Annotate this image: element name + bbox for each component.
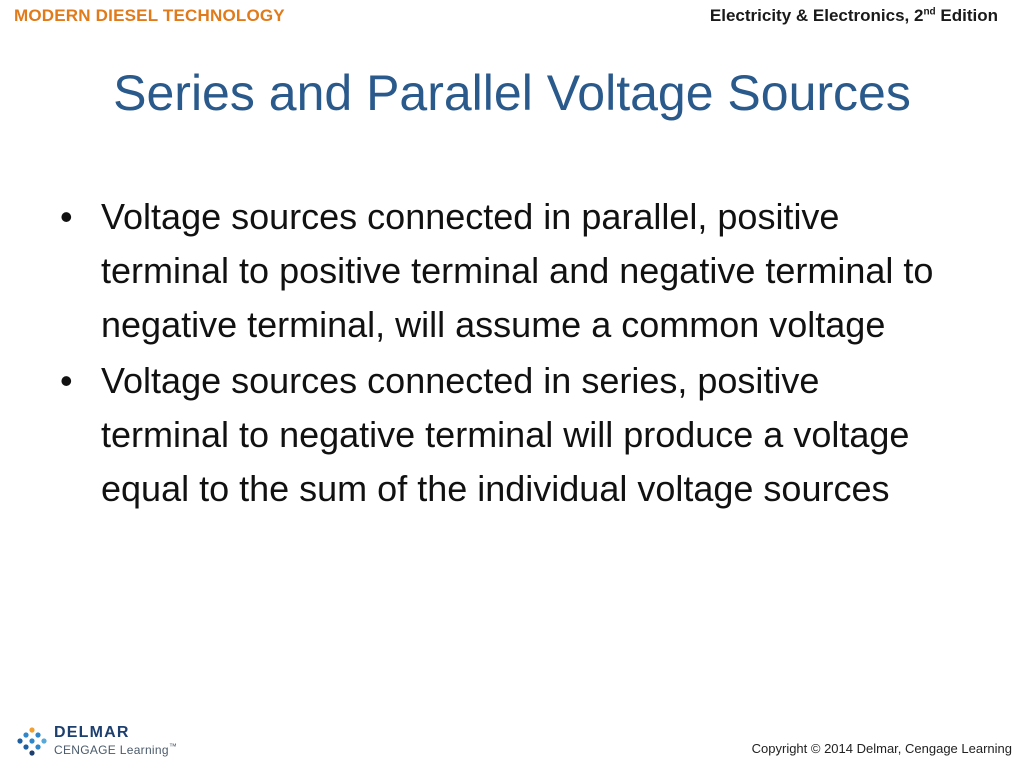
series-title: MODERN DIESEL TECHNOLOGY	[14, 6, 285, 25]
bullet-text: Voltage sources connected in series, positive terminal to negative terminal will produce a voltage equal to the sum of the individual voltage sources	[101, 360, 910, 509]
logo-sub-text: CENGAGE Learning	[54, 743, 169, 757]
book-title	[710, 6, 998, 26]
bullet-item	[56, 354, 956, 516]
delmar-dots-icon	[16, 726, 48, 758]
bullet-item	[56, 190, 956, 352]
bullet-marker: •	[60, 360, 73, 401]
logo-brand-name: DELMAR	[54, 724, 130, 741]
book-title-end: Edition	[935, 6, 998, 25]
book-title-superscript: nd	[923, 6, 936, 18]
delmar-logo	[16, 722, 176, 762]
bullet-marker: •	[60, 196, 73, 237]
logo-trademark: ™	[168, 742, 178, 751]
bullet-list	[56, 190, 956, 518]
bullet-text: Voltage sources connected in parallel, positive terminal to positive terminal and negative terminal to negative terminal, will assume a common voltage	[101, 196, 934, 345]
book-title-main: Electricity & Electronics, 2	[709, 6, 924, 25]
slide-title: Series and Parallel Voltage Sources	[113, 65, 911, 121]
logo-brand-subtitle	[54, 742, 177, 757]
copyright-notice: Copyright © 2014 Delmar, Cengage Learning	[751, 741, 1012, 756]
